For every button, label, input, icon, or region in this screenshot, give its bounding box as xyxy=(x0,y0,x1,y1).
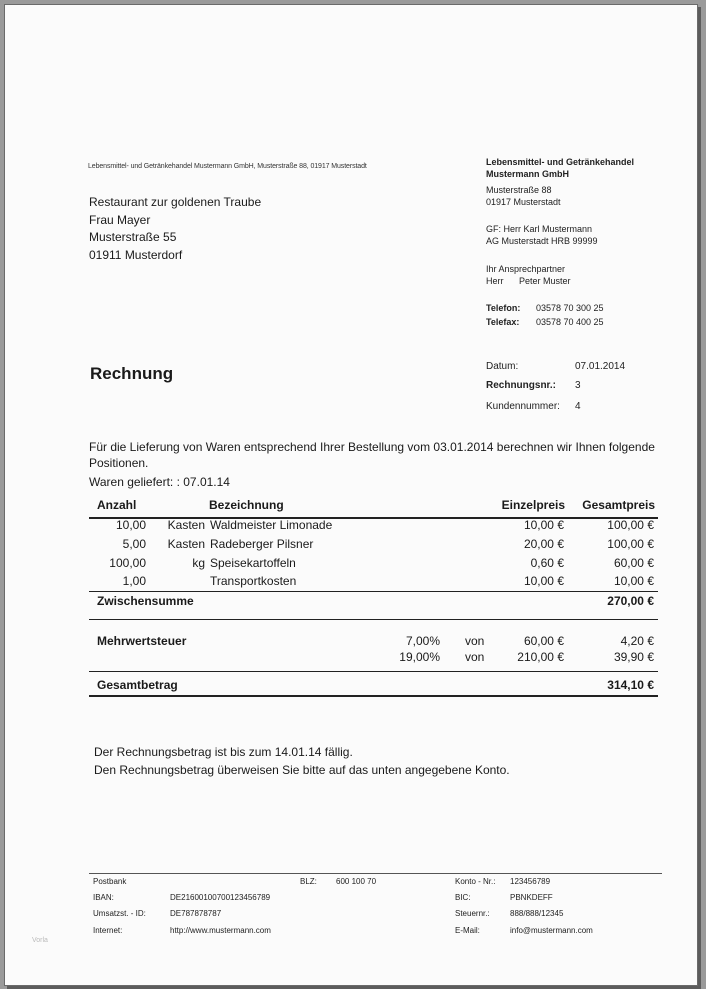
customer-number: 4 xyxy=(575,401,581,412)
vat-divider xyxy=(89,619,658,620)
vat-of: von xyxy=(465,634,485,648)
recipient-contact: Frau Mayer xyxy=(89,213,151,227)
delivery-date: Waren geliefert: : 07.01.14 xyxy=(89,475,230,489)
subtotal-value: 270,00 € xyxy=(607,594,654,608)
table-row xyxy=(89,518,658,536)
invoice-page xyxy=(4,4,698,986)
row-total: 60,00 € xyxy=(613,556,654,570)
fax-number: 03578 70 400 25 xyxy=(536,317,604,327)
footer-tax-no: 888/888/12345 xyxy=(510,909,564,918)
header-total: Gesamtpreis xyxy=(582,498,655,512)
row-qty: 5,00 xyxy=(122,537,146,551)
header-description: Bezeichnung xyxy=(209,498,284,512)
date-label: Datum: xyxy=(486,361,519,372)
footer-internet: http://www.mustermann.com xyxy=(170,926,271,935)
company-gf: GF: Herr Karl Mustermann xyxy=(486,224,593,234)
company-city: 01917 Musterstadt xyxy=(486,197,561,207)
total-row xyxy=(89,678,658,696)
contact-salutation: Herr xyxy=(486,276,504,286)
footer-vat-id: DE787878787 xyxy=(170,909,222,918)
table-header xyxy=(89,497,658,519)
payment-transfer-note: Den Rechnungsbetrag überweisen Sie bitte auf das unten angegebene Konto. xyxy=(94,763,510,777)
company-name-line1: Lebensmittel- und Getränkehandel xyxy=(486,157,635,167)
total-label: Gesamtbetrag xyxy=(97,678,178,692)
total-value: 314,10 € xyxy=(607,678,654,692)
row-description: Radeberger Pilsner xyxy=(210,537,314,551)
table-row xyxy=(89,556,658,574)
footer-internet-label: Internet: xyxy=(93,926,123,935)
footer-iban: DE21600100700123456789 xyxy=(170,893,271,902)
payment-due-note: Der Rechnungsbetrag ist bis zum 14.01.14 fällig. xyxy=(94,745,353,759)
subtotal-row xyxy=(89,594,658,612)
document-title: Rechnung xyxy=(90,364,174,383)
customer-number-label: Kundennummer: xyxy=(486,401,560,412)
row-qty: 1,00 xyxy=(122,574,146,588)
recipient-city: 01911 Musterdorf xyxy=(89,248,183,262)
row-total: 100,00 € xyxy=(607,537,654,551)
vat-row xyxy=(89,650,658,668)
footer-blz: 600 100 70 xyxy=(336,877,377,886)
row-unit: kg xyxy=(192,556,205,570)
vat-base: 60,00 € xyxy=(523,634,564,648)
vat-rate: 19,00% xyxy=(399,650,440,664)
footer-bic-label: BIC: xyxy=(455,893,471,902)
row-description: Waldmeister Limonade xyxy=(210,518,333,532)
intro-text: Für die Lieferung von Waren entsprechend Ihrer Bestellung vom 03.01.2014 berechnen wir Ihnen folgende Positionen. xyxy=(89,440,655,470)
subtotal-label: Zwischensumme xyxy=(97,594,194,608)
row-description: Transportkosten xyxy=(210,574,297,588)
company-name-line2: Mustermann GmbH xyxy=(486,169,570,179)
row-unit-price: 0,60 € xyxy=(530,556,564,570)
row-total: 100,00 € xyxy=(607,518,654,532)
company-register: AG Musterstadt HRB 99999 xyxy=(486,236,598,246)
vat-of: von xyxy=(465,650,485,664)
footer-email: info@mustermann.com xyxy=(510,926,593,935)
footer-bic: PBNKDEFF xyxy=(510,893,553,902)
contact-name: Peter Muster xyxy=(519,276,571,286)
row-unit: Kasten xyxy=(167,537,205,551)
footer-bank-label: Postbank xyxy=(93,877,127,886)
footer-account: 123456789 xyxy=(510,877,551,886)
footer-iban-label: IBAN: xyxy=(93,893,114,902)
fax-label: Telefax: xyxy=(486,317,520,327)
row-qty: 10,00 xyxy=(115,518,146,532)
invoice-number: 3 xyxy=(575,380,581,391)
phone-number: 03578 70 300 25 xyxy=(536,303,604,313)
vat-base: 210,00 € xyxy=(517,650,564,664)
vat-label: Mehrwertsteuer xyxy=(97,634,187,648)
row-unit-price: 10,00 € xyxy=(523,518,564,532)
footer-email-label: E-Mail: xyxy=(455,926,480,935)
row-total: 10,00 € xyxy=(613,574,654,588)
header-unit-price: Einzelpreis xyxy=(501,498,565,512)
row-unit: Kasten xyxy=(167,518,205,532)
company-street: Musterstraße 88 xyxy=(486,185,552,195)
header-qty: Anzahl xyxy=(97,498,137,512)
footer-vat-id-label: Umsatzst. - ID: xyxy=(93,909,146,918)
total-underline xyxy=(89,695,658,697)
vat-amount: 39,90 € xyxy=(613,650,654,664)
row-qty: 100,00 xyxy=(109,556,146,570)
total-divider xyxy=(89,671,658,672)
sender-return-address: Lebensmittel- und Getränkehandel Mustermann GmbH, Musterstraße 88, 01917 Musterstadt xyxy=(88,163,367,170)
row-unit-price: 20,00 € xyxy=(523,537,564,551)
recipient-name: Restaurant zur goldenen Traube xyxy=(89,195,262,209)
recipient-street: Musterstraße 55 xyxy=(89,230,177,244)
row-unit-price: 10,00 € xyxy=(523,574,564,588)
date-value: 07.01.2014 xyxy=(575,361,626,372)
vat-rate: 7,00% xyxy=(405,634,440,648)
footer-divider xyxy=(89,873,662,874)
phone-label: Telefon: xyxy=(486,303,521,313)
footer-blz-label: BLZ: xyxy=(300,877,317,886)
footer-tax-no-label: Steuernr.: xyxy=(455,909,490,918)
table-row xyxy=(89,574,658,592)
row-description: Speisekartoffeln xyxy=(210,556,296,570)
contact-label: Ihr Ansprechpartner xyxy=(486,264,566,274)
table-row xyxy=(89,537,658,555)
watermark: Vorla xyxy=(32,937,48,944)
subtotal-divider xyxy=(89,591,658,592)
invoice-number-label: Rechnungsnr.: xyxy=(486,380,557,391)
footer-account-label: Konto - Nr.: xyxy=(455,877,496,886)
vat-amount: 4,20 € xyxy=(620,634,654,648)
